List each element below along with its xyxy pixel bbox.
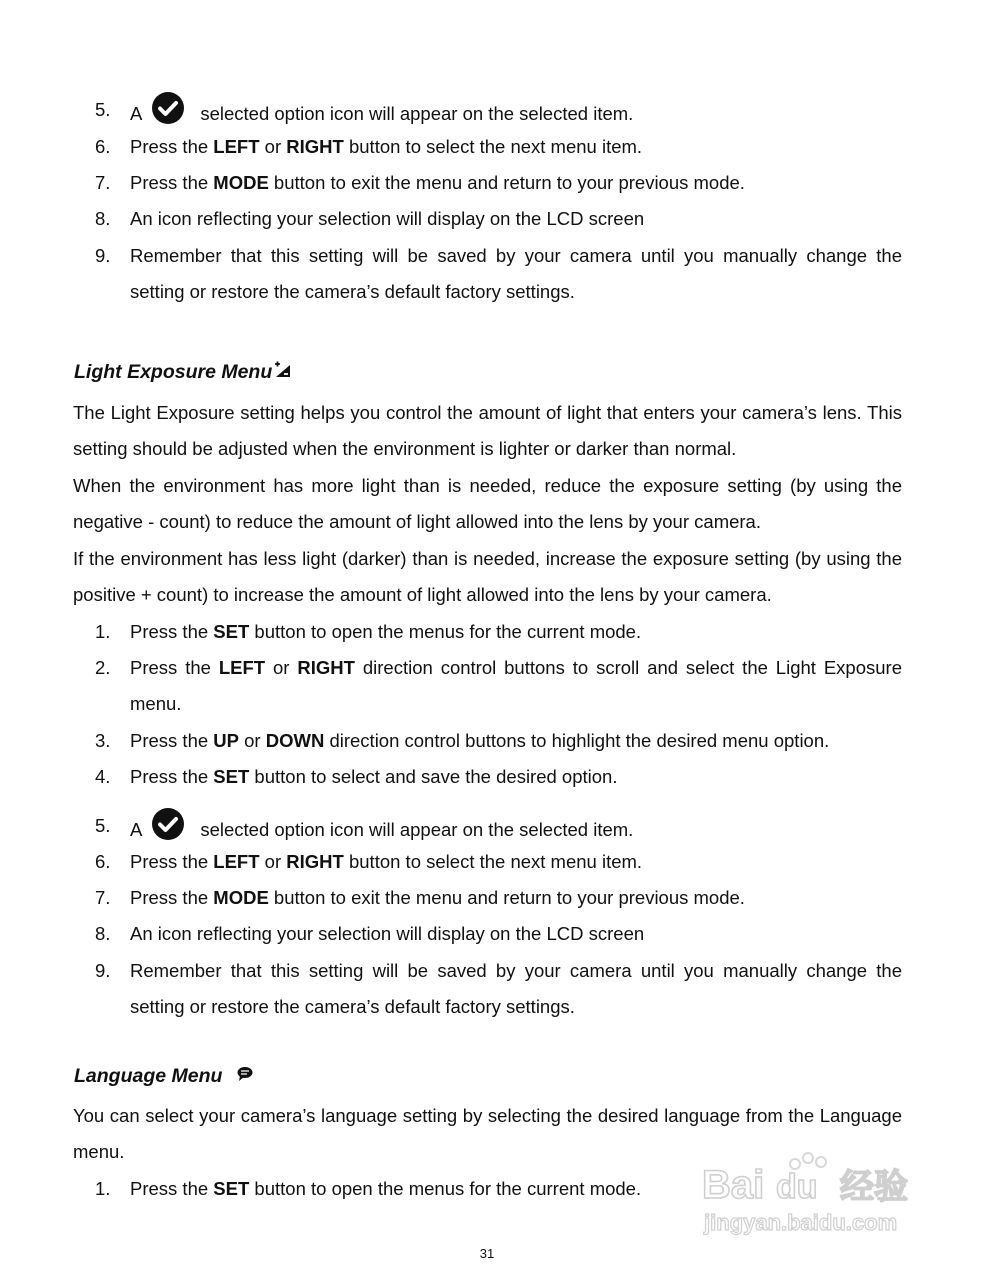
baidu-watermark [700, 1150, 940, 1240]
list-item: 9. Remember that this setting will be saved by your camera until you manually change the setting or restore the camera’s default factory settings. [130, 953, 902, 1026]
list-number: 6. [95, 136, 111, 157]
svg-text:Bai: Bai [702, 1163, 765, 1207]
list-number: 7. [95, 172, 111, 193]
svg-text:经验: 经验 [840, 1167, 908, 1207]
list-item: 3. Press the UP or DOWN direction control buttons to highlight the desired menu option. [130, 723, 902, 759]
list-item: 4. Press the SET button to select and save the desired option. [130, 759, 902, 795]
svg-text:du: du [776, 1168, 818, 1206]
list-number: 5. [95, 815, 111, 836]
list-item: 8. An icon reflecting your selection will display on the LCD screen [130, 201, 902, 237]
list-number: 7. [95, 887, 111, 908]
checkmark-icon [152, 92, 184, 124]
checkmark-icon [152, 808, 184, 840]
svg-text:jingyan.baidu.com: jingyan.baidu.com [704, 1210, 898, 1235]
paragraph: The Light Exposure setting helps you control the amount of light that enters your camera’s lens. This setting should be adjusted when the environment is lighter or darker than normal. [73, 402, 902, 460]
list-item: 6. Press the LEFT or RIGHT button to select the next menu item. [130, 129, 902, 165]
section-heading-light-exposure: Light Exposure Menu [74, 360, 292, 386]
list-number: 4. [95, 766, 111, 787]
list-number: 3. [95, 730, 111, 751]
list-item: 9. Remember that this setting will be saved by your camera until you manually change the setting or restore the camera’s default factory settings. [130, 238, 902, 311]
list-item: 1. Press the SET button to open the menus for the current mode. [130, 1171, 902, 1207]
list-number: 5. [95, 99, 111, 120]
section-heading-language: Language Menu [74, 1064, 254, 1088]
list-item: 6. Press the LEFT or RIGHT button to select the next menu item. [130, 844, 902, 880]
list-item: 1. Press the SET button to open the menus for the current mode. [130, 614, 902, 650]
paragraph: You can select your camera’s language setting by selecting the desired language from the Language menu. [73, 1105, 902, 1163]
list-item: 8. An icon reflecting your selection will display on the LCD screen [130, 916, 902, 952]
list-number: 8. [95, 208, 111, 229]
list-item: 5. A selected option icon will appear on the selected item. [130, 92, 902, 132]
list-item: 2. Press the LEFT or RIGHT direction control buttons to scroll and select the Light Exposure menu. [130, 650, 902, 723]
exposure-compensation-icon [274, 360, 292, 386]
list-item: 5. A selected option icon will appear on the selected item. [130, 808, 902, 848]
paragraph: If the environment has less light (darker) than is needed, increase the exposure setting (by using the positive + count) to increase the amount of light allowed into the lens by your camera. [73, 548, 902, 606]
list-number: 9. [95, 960, 111, 981]
speech-bubble-icon [236, 1064, 254, 1088]
list-number: 2. [95, 657, 111, 678]
list-number: 8. [95, 923, 111, 944]
list-number: 9. [95, 245, 111, 266]
list-number: 1. [95, 1178, 111, 1199]
list-item: 7. Press the MODE button to exit the menu and return to your previous mode. [130, 165, 902, 201]
list-item: 7. Press the MODE button to exit the menu and return to your previous mode. [130, 880, 902, 916]
list-number: 1. [95, 621, 111, 642]
page-number: 31 [479, 1246, 495, 1261]
list-number: 6. [95, 851, 111, 872]
paragraph: When the environment has more light than is needed, reduce the exposure setting (by using the negative - count) to reduce the amount of light allowed into the lens by your camera. [73, 475, 902, 533]
